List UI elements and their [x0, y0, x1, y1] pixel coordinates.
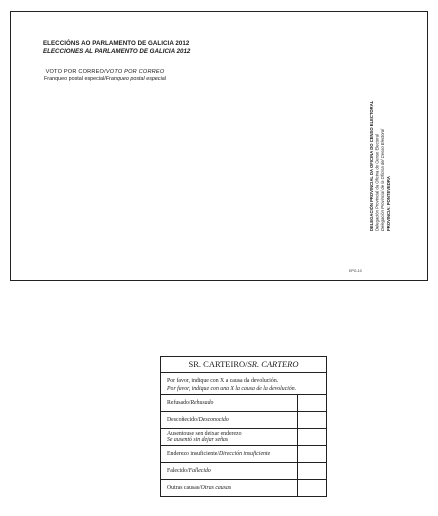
- address-line: PROVINCIA: PONTEVEDRA: [385, 176, 391, 231]
- franking-spanish: Franqueo postal especial: [105, 76, 166, 82]
- address-line: Delegación Provincial da Oficina do Censo Electoral: [374, 134, 380, 231]
- reason-row-moved: [161, 429, 326, 446]
- address-line: DELEGACIÓN PROVINCIAL DA OFICINA DO CENSO ELECTORAL: [369, 100, 374, 231]
- franking-galician: Franqueo postal especial/: [44, 76, 106, 82]
- election-heading: [43, 40, 190, 55]
- reason-checkbox[interactable]: [297, 429, 326, 445]
- heading-spanish: ELECCIONES AL PARLAMENTO DE GALICIA 2012: [43, 48, 191, 55]
- reason-checkbox[interactable]: [297, 446, 326, 462]
- reason-label: [161, 480, 297, 497]
- reason-row-refused: [161, 395, 326, 412]
- reason-galician: Ausentouse sen deixar enderezo: [167, 430, 242, 437]
- reason-checkbox[interactable]: [297, 412, 326, 428]
- reason-galician: Descoñecido/: [167, 416, 199, 423]
- reason-label: [161, 395, 297, 411]
- vote-spanish: VOTO POR CORREO: [105, 69, 165, 75]
- form-code: EPG-10: [349, 269, 362, 273]
- reason-spanish: Se ausentó sin dejar señas: [167, 437, 229, 443]
- reason-checkbox[interactable]: [297, 395, 326, 411]
- reason-label: [161, 429, 297, 445]
- instructions-spanish: Por favor, indique con una X la causa de la devolución.: [167, 386, 297, 392]
- reason-row-deceased: [161, 463, 326, 480]
- instructions-galician: Por favor, indique con X a causa da devolución.: [167, 378, 279, 384]
- reason-spanish: Fallecido: [188, 467, 211, 474]
- postal-vote-label: [11, 69, 199, 82]
- return-instructions: [161, 373, 326, 395]
- address-line: Delegación Provincial de la Oficina del Censo Electoral: [380, 128, 386, 231]
- reason-spanish: Otras causas: [200, 485, 232, 492]
- return-table-title: [161, 357, 326, 373]
- vote-line: [11, 69, 199, 75]
- reason-label: [161, 446, 297, 462]
- reason-spanish: Desconocido: [198, 416, 229, 423]
- reason-checkbox[interactable]: [297, 463, 326, 479]
- reason-row-insufficient-address: [161, 446, 326, 463]
- vote-galician: VOTO POR CORREO/: [45, 69, 106, 75]
- heading-galician: ELECCIÓNS AO PARLAMENTO DE GALICIA 2012: [43, 40, 190, 47]
- reason-galician: Enderezo insuficiente/: [167, 450, 219, 457]
- reason-label: [161, 463, 297, 479]
- reason-row-other: [161, 480, 326, 497]
- envelope-front: [10, 11, 428, 281]
- recipient-address: [369, 81, 395, 231]
- title-spanish: SR. CARTERO: [247, 359, 299, 369]
- reason-label: [161, 412, 297, 428]
- reason-row-unknown: [161, 412, 326, 429]
- reason-galician: Refusado/: [167, 399, 191, 406]
- reason-galician: Falecido/: [167, 467, 189, 474]
- reason-checkbox[interactable]: [297, 480, 326, 497]
- reason-galician: Outras causas/: [167, 485, 201, 492]
- title-galician: SR. CARTEIRO/: [188, 359, 248, 369]
- reason-spanish: Dirección insuficiente: [219, 450, 271, 457]
- franking-line: [11, 76, 199, 82]
- return-reason-table: [160, 356, 327, 497]
- reason-spanish: Rehusado: [190, 399, 214, 406]
